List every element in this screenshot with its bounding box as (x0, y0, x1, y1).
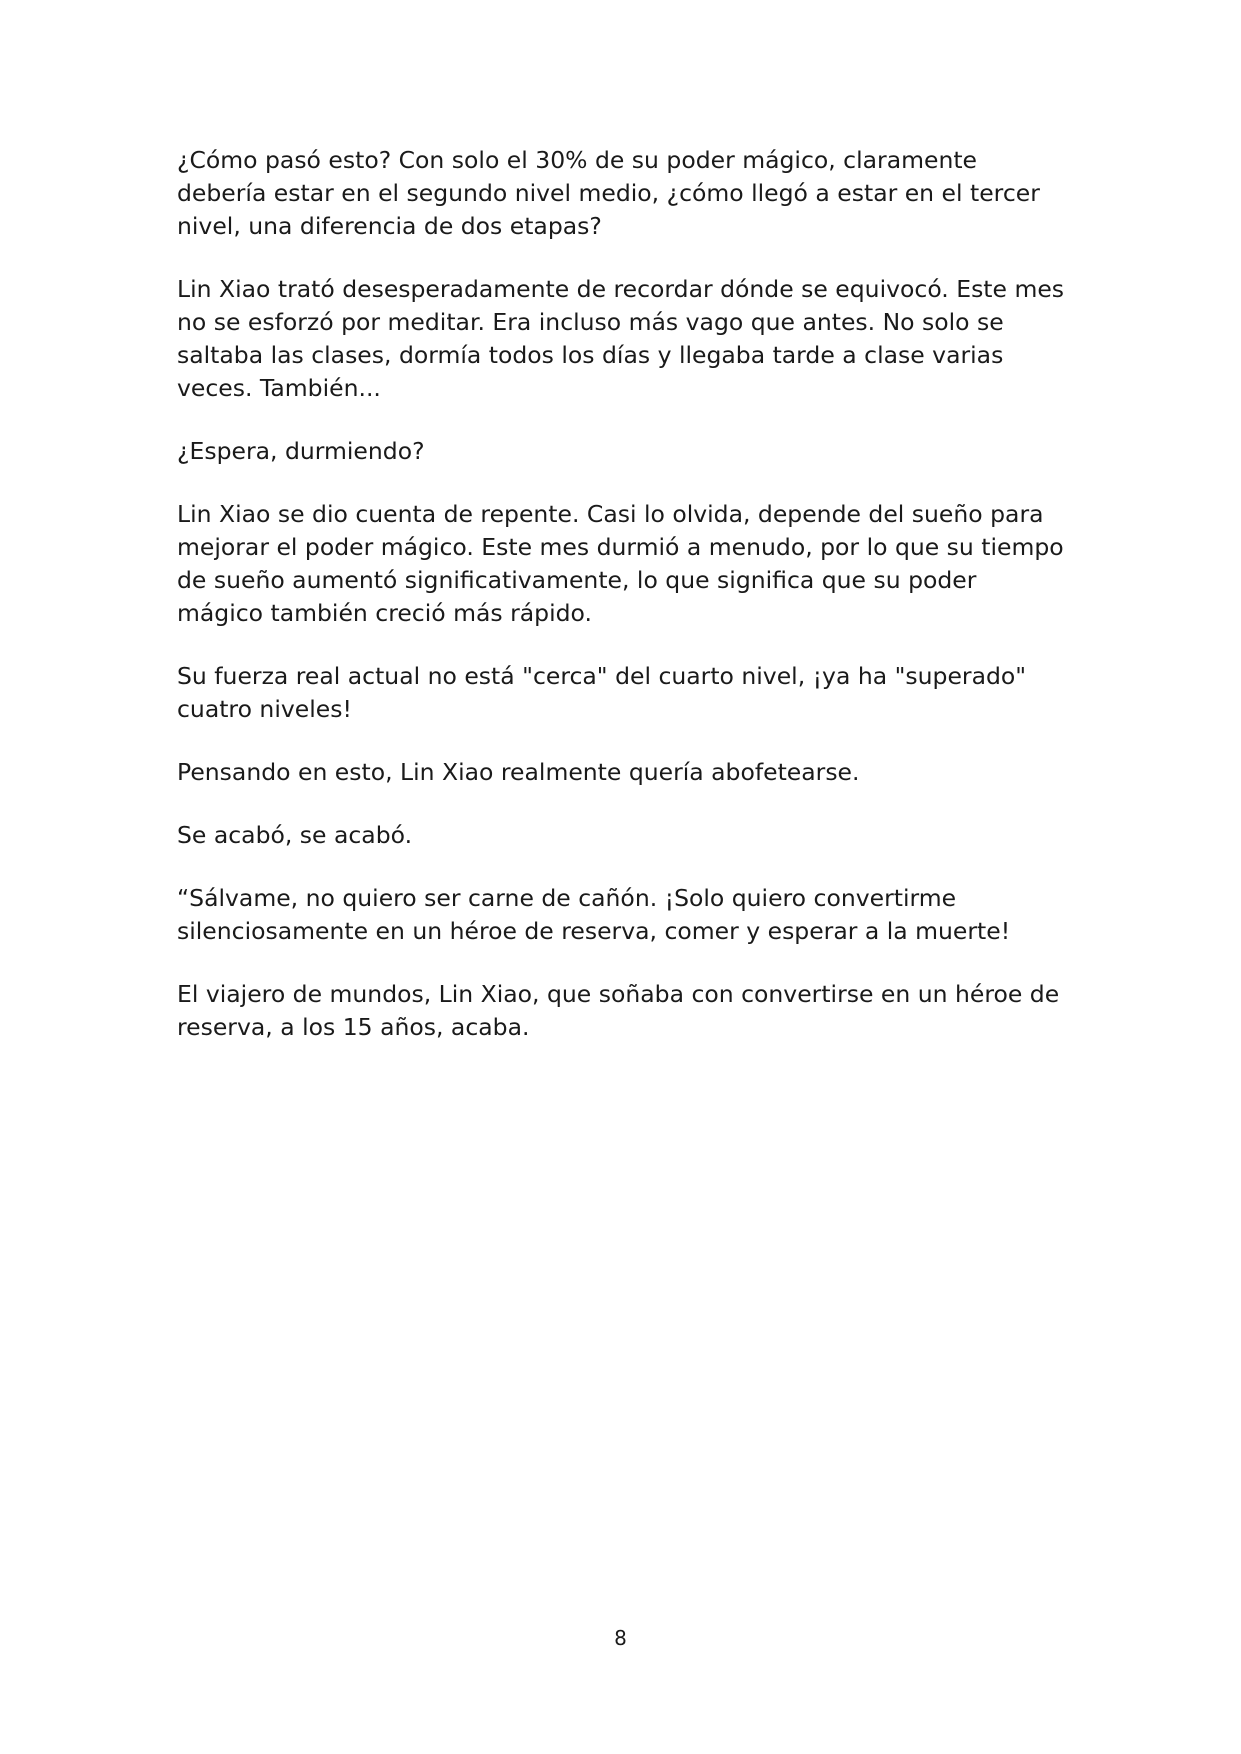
paragraph: “Sálvame, no quiero ser carne de cañón. ¡Solo quiero convertirme silenciosamente en un héroe de reserva, comer y esperar a la muerte! (177, 884, 1011, 945)
body-text (177, 144, 1067, 1074)
paragraph: Se acabó, se acabó. (177, 821, 413, 849)
paragraph: El viajero de mundos, Lin Xiao, que soñaba con convertirse en un héroe de reserva, a los 15 años, acaba. (177, 980, 1060, 1041)
paragraph: ¿Espera, durmiendo? (177, 437, 425, 465)
paragraph: Lin Xiao se dio cuenta de repente. Casi lo olvida, depende del sueño para mejorar el poder mágico. Este mes durmió a menudo, por lo que su tiempo de sueño aumentó significativamente, lo que significa que su poder mágico también creció más rápido. (177, 500, 1064, 627)
paragraph: Su fuerza real actual no está "cerca" del cuarto nivel, ¡ya ha "superado" cuatro niveles! (177, 662, 1027, 723)
page-number: 8 (614, 1626, 627, 1650)
paragraph: ¿Cómo pasó esto? Con solo el 30% de su poder mágico, claramente debería estar en el segundo nivel medio, ¿cómo llegó a estar en el tercer nivel, una diferencia de dos etapas? (177, 146, 1040, 240)
paragraph: Lin Xiao trató desesperadamente de recordar dónde se equivocó. Este mes no se esforzó por meditar. Era incluso más vago que antes. No solo se saltaba las clases, dormía todos los días y llegaba tarde a clase varias veces. También... (177, 275, 1065, 402)
paragraph: Pensando en esto, Lin Xiao realmente quería abofetearse. (177, 758, 860, 786)
